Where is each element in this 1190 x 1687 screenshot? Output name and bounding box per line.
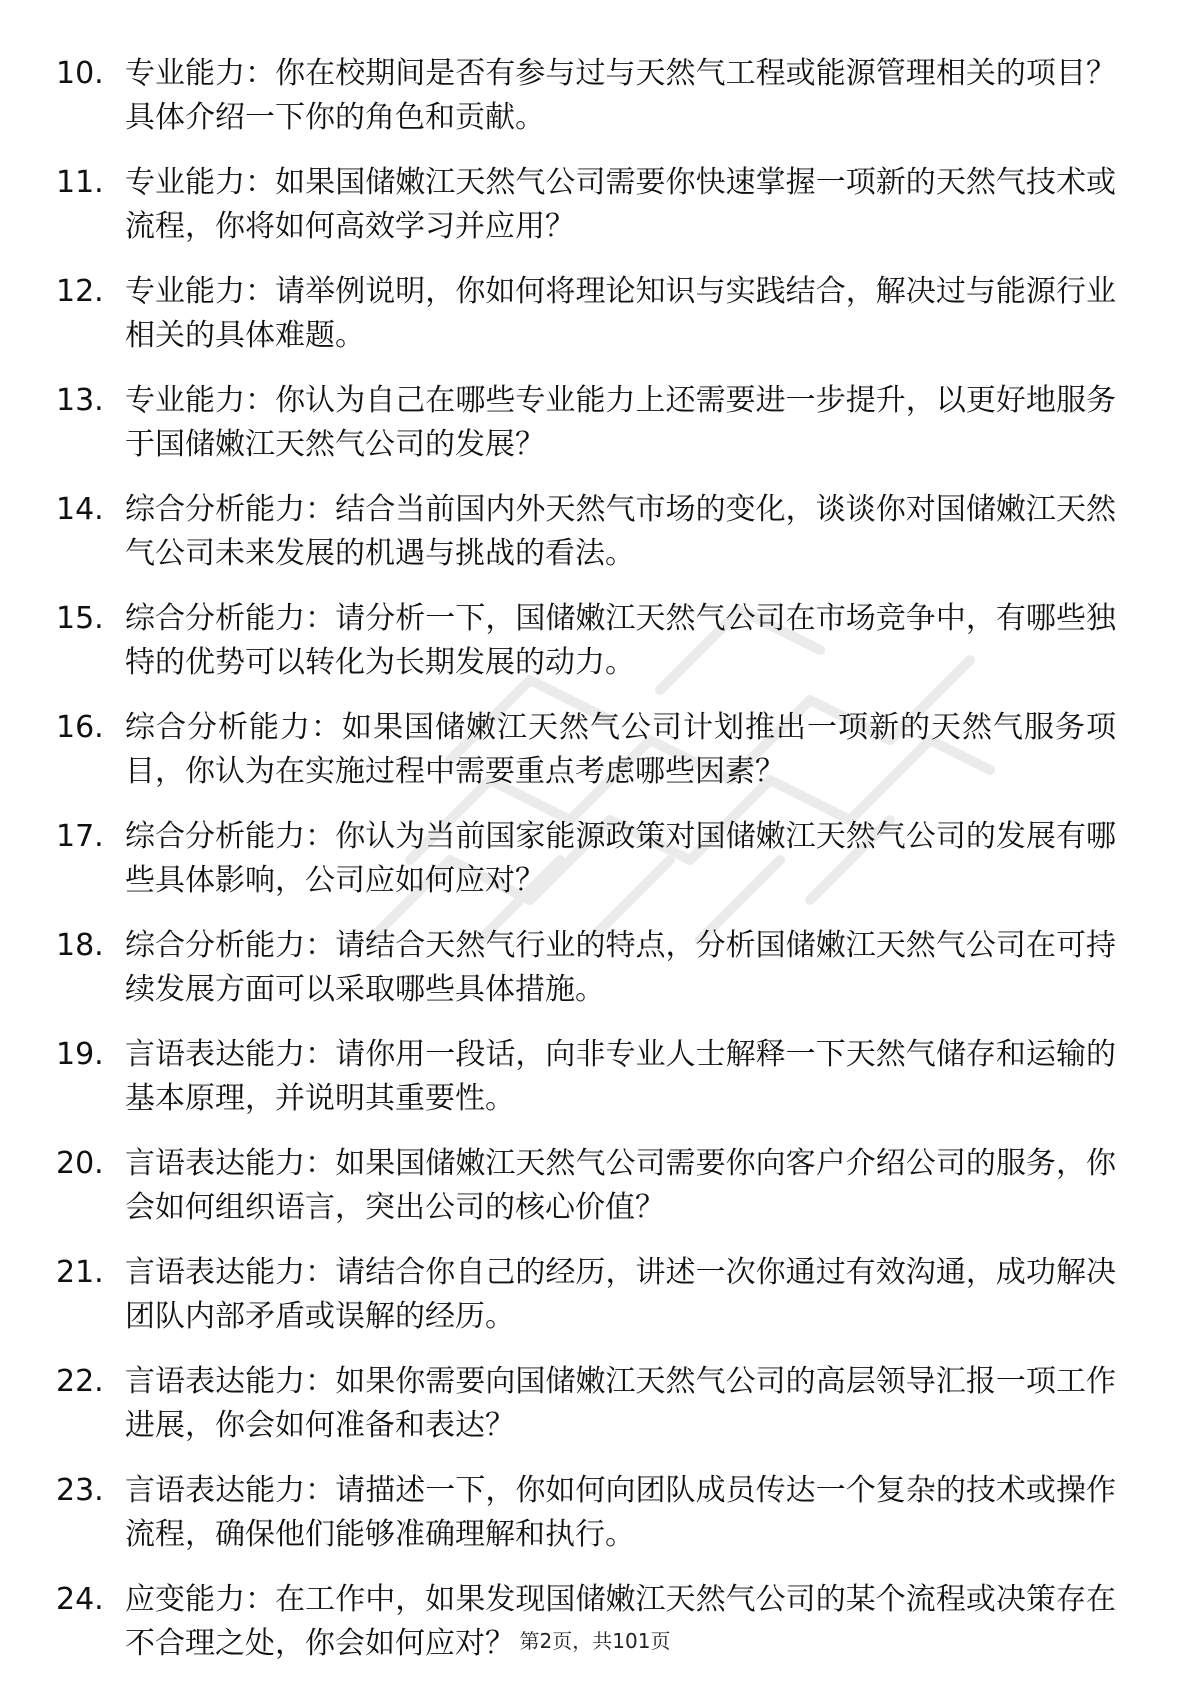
question-number: 24. — [56, 1582, 104, 1617]
question-number: 20. — [56, 1146, 104, 1181]
question-text: 言语表达能力：如果你需要向国储嫩江天然气公司的高层领导汇报一项工作进展，你会如何准备和表达？ — [125, 1364, 1116, 1443]
question-number: 12. — [56, 274, 104, 309]
question-number: 15. — [56, 601, 104, 636]
question-text: 专业能力：你认为自己在哪些专业能力上还需要进一步提升，以更好地服务于国储嫩江天然气公司的发展？ — [125, 383, 1116, 462]
question-number: 17. — [56, 819, 104, 854]
question-item — [56, 1142, 1116, 1230]
question-item — [56, 597, 1116, 685]
question-text: 综合分析能力：你认为当前国家能源政策对国储嫩江天然气公司的发展有哪些具体影响，公司应如何应对？ — [125, 819, 1116, 898]
question-number: 14. — [56, 492, 104, 527]
question-item — [56, 1469, 1116, 1557]
question-item — [56, 270, 1116, 358]
question-item — [56, 706, 1116, 794]
question-text: 应变能力：在工作中，如果发现国储嫩江天然气公司的某个流程或决策存在不合理之处，你会如何应对？ — [125, 1582, 1116, 1661]
page-footer: 第2页，共101页 — [519, 1629, 671, 1653]
question-item — [56, 815, 1116, 903]
question-item — [56, 1251, 1116, 1339]
question-item — [56, 1033, 1116, 1121]
question-number: 16. — [56, 710, 104, 745]
question-text: 言语表达能力：请结合你自己的经历，讲述一次你通过有效沟通，成功解决团队内部矛盾或误解的经历。 — [125, 1255, 1116, 1334]
question-text: 综合分析能力：请结合天然气行业的特点，分析国储嫩江天然气公司在可持续发展方面可以采取哪些具体措施。 — [125, 928, 1116, 1007]
question-text: 言语表达能力：请描述一下，你如何向团队成员传达一个复杂的技术或操作流程，确保他们能够准确理解和执行。 — [125, 1473, 1116, 1552]
question-item — [56, 379, 1116, 467]
question-text: 专业能力：你在校期间是否有参与过与天然气工程或能源管理相关的项目？具体介绍一下你的角色和贡献。 — [125, 56, 1116, 135]
question-number: 21. — [56, 1255, 104, 1290]
question-text: 专业能力：如果国储嫩江天然气公司需要你快速掌握一项新的天然气技术或流程，你将如何高效学习并应用？ — [125, 165, 1116, 244]
question-text: 综合分析能力：如果国储嫩江天然气公司计划推出一项新的天然气服务项目，你认为在实施过程中需要重点考虑哪些因素？ — [125, 710, 1116, 789]
question-text: 综合分析能力：请分析一下，国储嫩江天然气公司在市场竞争中，有哪些独特的优势可以转化为长期发展的动力。 — [125, 601, 1116, 680]
question-text: 综合分析能力：结合当前国内外天然气市场的变化，谈谈你对国储嫩江天然气公司未来发展的机遇与挑战的看法。 — [125, 492, 1116, 571]
question-number: 22. — [56, 1364, 104, 1399]
question-text: 专业能力：请举例说明，你如何将理论知识与实践结合，解决过与能源行业相关的具体难题。 — [125, 274, 1116, 353]
question-number: 11. — [56, 165, 104, 200]
question-number: 13. — [56, 383, 104, 418]
question-item — [56, 924, 1116, 1012]
question-number: 23. — [56, 1473, 104, 1508]
question-number: 18. — [56, 928, 104, 963]
question-number: 19. — [56, 1037, 104, 1072]
question-list — [56, 52, 1116, 1687]
question-text: 言语表达能力：如果国储嫩江天然气公司需要你向客户介绍公司的服务，你会如何组织语言，突出公司的核心价值？ — [125, 1146, 1116, 1225]
question-item — [56, 1360, 1116, 1448]
question-item — [56, 161, 1116, 249]
question-number: 10. — [56, 56, 104, 91]
question-item — [56, 488, 1116, 576]
question-item — [56, 52, 1116, 140]
question-text: 言语表达能力：请你用一段话，向非专业人士解释一下天然气储存和运输的基本原理，并说明其重要性。 — [125, 1037, 1116, 1116]
